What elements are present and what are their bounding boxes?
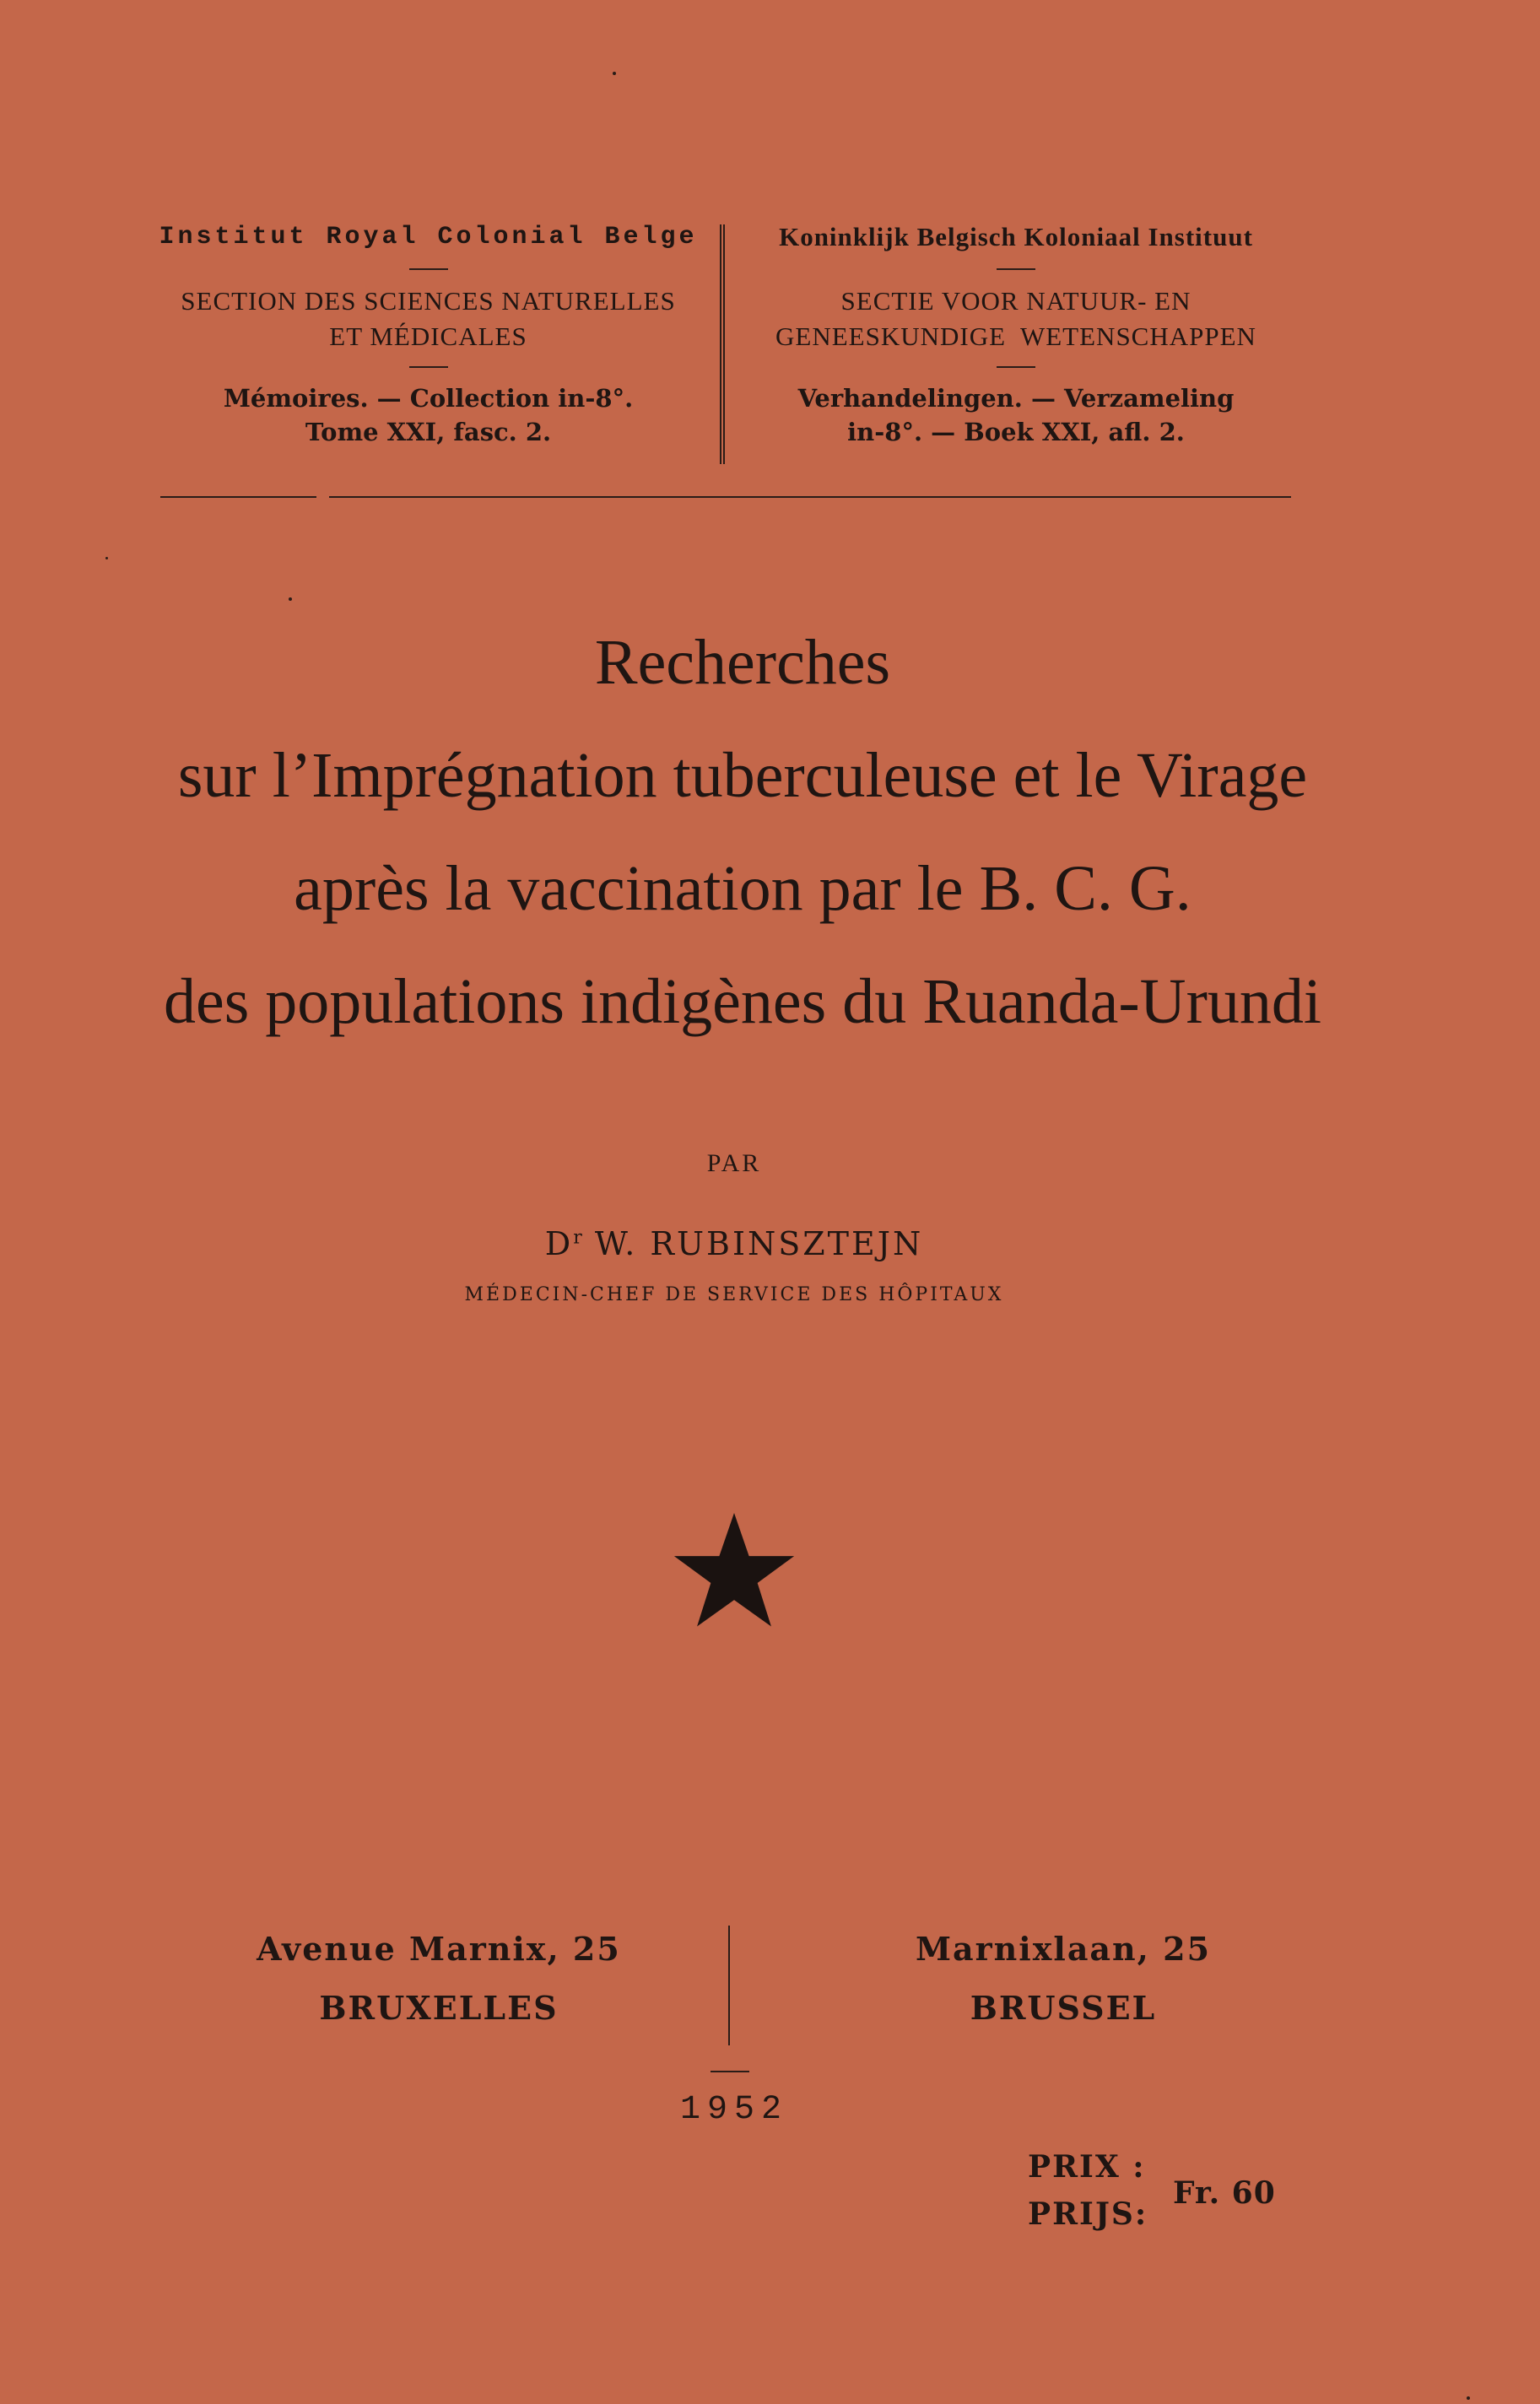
series-nl-line2: in-8°. — Boek XXI, afl. 2. bbox=[847, 418, 1185, 446]
section-name-nl-line1: SECTIE VOOR NATUUR- EN bbox=[840, 286, 1191, 316]
price-value: Fr. 60 bbox=[1173, 2175, 1276, 2211]
institute-name-fr: Institut Royal Colonial Belge bbox=[159, 223, 698, 251]
series-nl-line1: Verhandelingen. — Verzameling bbox=[797, 384, 1235, 413]
title-line-1: Recherches bbox=[594, 627, 891, 698]
title-line-2: sur l’Imprégnation tuberculeuse et le Virage bbox=[177, 740, 1308, 811]
address-left bbox=[203, 1920, 675, 2038]
price-labels bbox=[1028, 2143, 1148, 2238]
print-speck bbox=[289, 597, 292, 601]
author-title-superscript: r bbox=[573, 1227, 582, 1249]
institute-name-nl: Koninklijk Belgisch Koloniaal Instituut bbox=[779, 222, 1253, 251]
title-line-3: après la vaccination par le B. C. G. bbox=[294, 853, 1191, 924]
header-double-divider bbox=[720, 224, 725, 464]
publication-year: 1952 bbox=[679, 2091, 788, 2129]
title-block bbox=[84, 620, 1401, 1072]
author-name bbox=[0, 1225, 1468, 1262]
address-divider bbox=[728, 1926, 730, 2045]
header-rule-main bbox=[329, 496, 1291, 498]
address-left-street: Avenue Marnix, 25 bbox=[257, 1930, 621, 1968]
section-name-fr-line1: SECTION DES SCIENCES NATURELLES bbox=[181, 286, 676, 316]
star-icon bbox=[671, 1510, 797, 1630]
print-speck bbox=[1467, 2396, 1470, 2400]
header-dash bbox=[997, 366, 1035, 368]
title-line-4: des populations indigènes du Ruanda-Urundi bbox=[163, 966, 1321, 1037]
section-name-nl-line2: GENEESKUNDIGE WETENSCHAPPEN bbox=[775, 321, 1256, 351]
header-rule-left bbox=[160, 496, 316, 498]
print-speck bbox=[105, 557, 108, 559]
address-right bbox=[835, 1920, 1291, 2038]
header-right-column bbox=[739, 218, 1293, 449]
price-label-fr: PRIX : bbox=[1028, 2149, 1146, 2185]
by-label: PAR bbox=[706, 1149, 762, 1177]
header-dash bbox=[409, 268, 448, 270]
price-label-nl: PRIJS: bbox=[1028, 2196, 1148, 2232]
address-left-city: BRUXELLES bbox=[319, 1989, 559, 2027]
author-role: MÉDECIN-CHEF DE SERVICE DES HÔPITAUX bbox=[464, 1284, 1004, 1305]
series-fr-line2: Tome XXI, fasc. 2. bbox=[305, 418, 552, 446]
print-speck bbox=[613, 72, 616, 75]
author-title-prefix: D bbox=[544, 1225, 574, 1262]
header-dash bbox=[997, 268, 1035, 270]
header-dash bbox=[409, 366, 448, 368]
address-right-city: BRUSSEL bbox=[970, 1989, 1157, 2027]
series-fr-line1: Mémoires. — Collection in-8°. bbox=[223, 384, 634, 413]
section-name-fr-line2: ET MÉDICALES bbox=[329, 321, 527, 351]
footer-dash bbox=[711, 2071, 749, 2072]
address-right-street: Marnixlaan, 25 bbox=[915, 1930, 1212, 1968]
header-left-column bbox=[152, 218, 705, 449]
author-name-text: W. RUBINSZTEJN bbox=[594, 1225, 924, 1262]
